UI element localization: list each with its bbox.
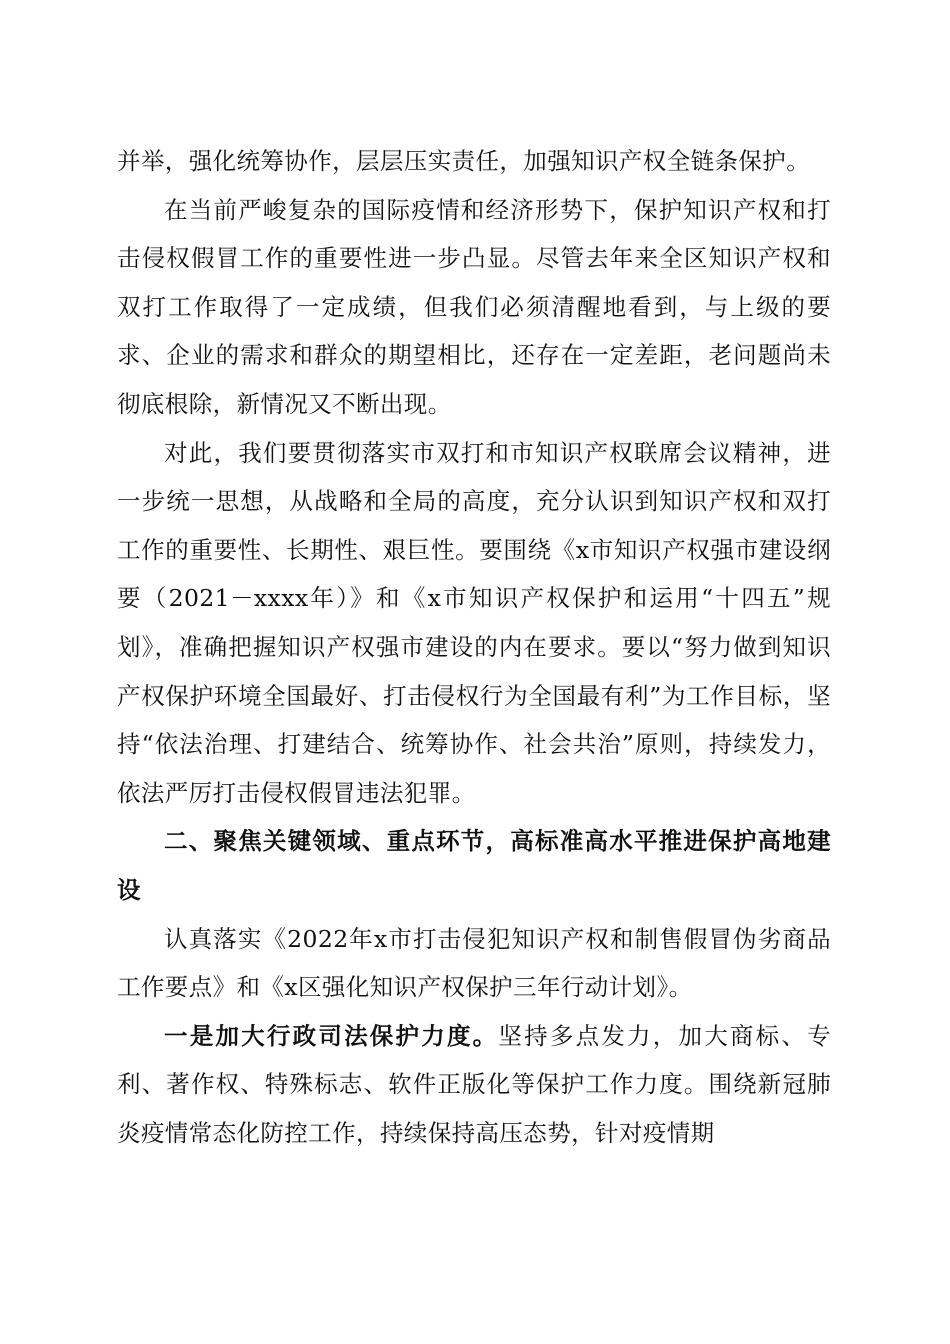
point-one-body: 坚持多点发力，加大商标、专利、著作权、特殊标志、软件正版化等保护工作力度。围绕新冠肺炎疫情常态化防控工作，持续保持高压态势，针对疫情期 (117, 1021, 832, 1147)
paragraph-point-one (117, 1012, 831, 1158)
section-heading: 二、聚焦关键领域、重点环节，高标准高水平推进保护高地建设 (117, 827, 831, 904)
paragraph-continuation: 并举，强化统筹协作，层层压实责任，加强知识产权全链条保护。 (117, 147, 811, 175)
paragraph-response: 对此，我们要贯彻落实市双打和市知识产权联席会议精神，进一步统一思想，从战略和全局的高度，充分认识到知识产权和双打工作的重要性、长期性、艰巨性。要围绕《x市知识产权强市建设纲要（2021－xxxx年）》和《x市知识产权保护和运用“十四五”规划》，准确把握知识产权强市建设的内在要求。要以“努力做到知识产权保护环境全国最好、打击侵权行为全国最有利”为工作目标，坚持“依法治理、打建结合、统筹协作、社会共治”原则，持续发力，依法严厉打击侵权假冒违法犯罪。 (117, 438, 831, 807)
document-body (117, 137, 831, 1157)
paragraph-implement: 认真落实《2022年x市打击侵犯知识产权和制售假冒伪劣商品工作要点》和《x区强化知识产权保护三年行动计划》。 (117, 924, 831, 1002)
paragraph-situation: 在当前严峻复杂的国际疫情和经济形势下，保护知识产权和打击侵权假冒工作的重要性进一步凸显。尽管去年来全区知识产权和双打工作取得了一定成绩，但我们必须清醒地看到，与上级的要求、企业的需求和群众的期望相比，还存在一定差距，老问题尚未彻底根除，新情况又不断出现。 (117, 195, 831, 418)
point-one-lead: 一是加大行政司法保护力度。 (164, 1021, 499, 1050)
